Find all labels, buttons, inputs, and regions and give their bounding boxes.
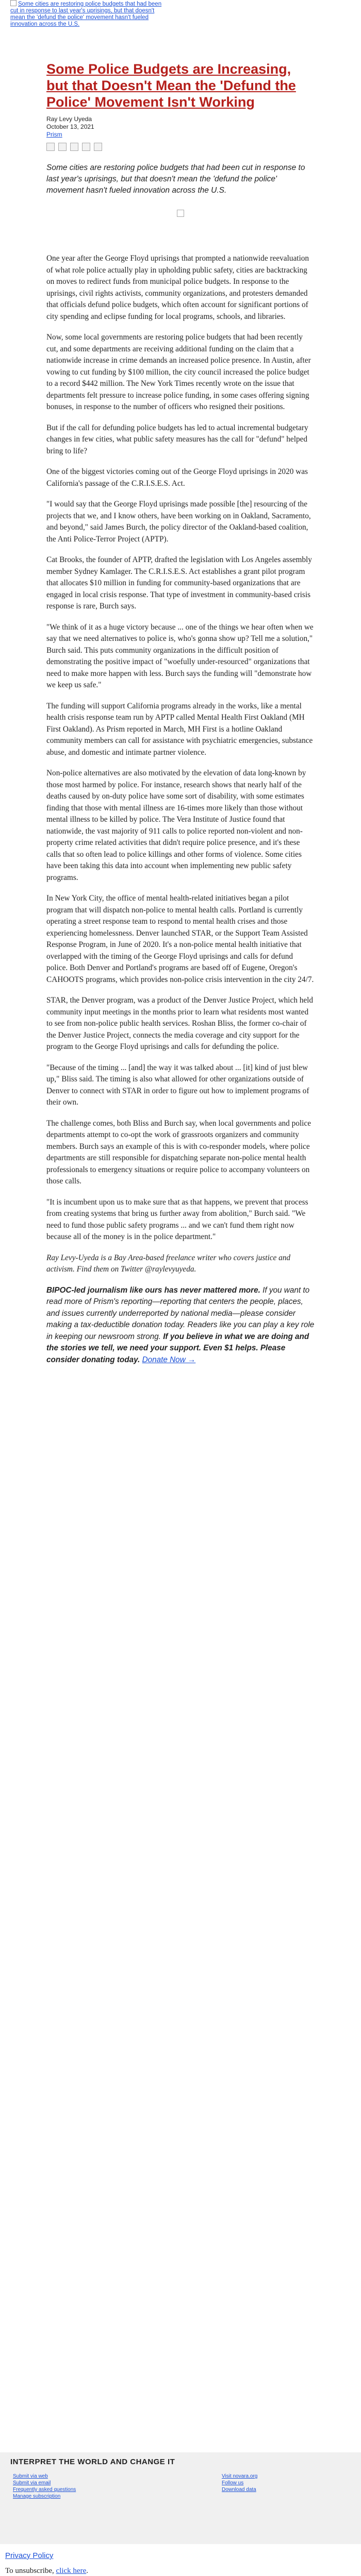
- footer-link[interactable]: Visit novara.org: [222, 2473, 258, 2479]
- appeal-lead: BIPOC-led journalism like ours has never mattered more.: [46, 1285, 260, 1295]
- paragraph: The funding will support California programs already in the works, like a mental health crisis response team run by APTP called Mental Health First Oakland (MH First Oakland). As Prism reported in March, MH First is a hotline Oakland community members can call for assistance with psychiatric emergencies, substance abuse, and domestic and intimate partner violence.: [46, 701, 313, 757]
- paragraph: One year after the George Floyd uprisings that prompted a nationwide reevaluation of what role police actually play in upholding public safety, cities are backtracking on moves to redirect funds from municipal police budgets. In response to the uprisings, civil rights activists, community organizations, and protesters demanded that officials defund police budgets, which often account for significant portions of city spending and eclipse funding for local programs, schools, and libraries.: [46, 254, 309, 321]
- paragraph: STAR, the Denver program, was a product of the Denver Justice Project, which held community input meetings in the months prior to learn what residents most wanted to see from non-police public health services. Roshan Bliss, the former co-chair of the Denver Justice Project, connects the media coverage and city support for the program to the George Floyd uprisings and calls for defunding the police.: [46, 996, 314, 1051]
- footer-col-1: [13, 2473, 76, 2500]
- date: October 13, 2021: [46, 123, 94, 130]
- privacy-policy: [5, 2551, 53, 2560]
- paragraph: Non-police alternatives are also motivated by the elevation of data long-known by those most harmed by police. For instance, research shows that nearly half of the deaths caused by on-duty police have some sort of disability, with some estimates finding that those with mental illness are 16-times more likely than those without mental illness to be killed by police. The Vera Institute of Justice found that nationwide, the vast majority of 911 calls to police reported non-violent and non-property crime related activities that didn't require police presence, and it's these calls that so often lead to police killings and other forms of violence. Some cities have been taking this data into account when implementing new public safety programs.: [46, 769, 306, 882]
- paragraph: But if the call for defunding police budgets has led to actual incremental budgetary changes in few cities, what public safety measures has the call for "defund" helped bring to life?: [46, 423, 308, 455]
- author: Ray Levy Uyeda: [46, 115, 92, 123]
- linkedin-icon[interactable]: [70, 143, 78, 151]
- footer-col-2: [222, 2473, 257, 2493]
- broken-image-icon: [10, 0, 17, 6]
- footer-link[interactable]: Frequently asked questions: [13, 2487, 76, 2493]
- footer-link[interactable]: Download data: [222, 2487, 256, 2493]
- header-image-alt[interactable]: [10, 0, 170, 28]
- paragraph: In New York City, the office of mental health-related initiatives began a pilot program that will dispatch non-police to mental health calls. Portland is currently operating a street response team to respond to mental health crises and those experiencing homelessness. Denver launched STAR, or the Support Team Assisted Response Program, in June of 2020. It's a non-police mental health initiative that overlapped with the timing of the George Floyd uprisings and calls for defund police. Both Denver and Portland's programs are based off of Eugene, Oregon's CAHOOTS programs, which provides non-police crisis intervention in the city 24/7.: [46, 894, 314, 984]
- source-link[interactable]: Prism: [46, 131, 62, 138]
- article-meta: [46, 115, 315, 139]
- reddit-icon[interactable]: [94, 143, 102, 151]
- paragraph: Cat Brooks, the founder of APTP, drafted the legislation with Los Angeles assembly member Sydney Kamlager. The C.R.I.S.E.S. Act establishes a grant pilot program that allocates $10 million in funding for community-based organizations that are engaged in local crisis response. That type of investment in community-based crisis response is rare, Burch says.: [46, 555, 312, 611]
- appeal-bold: If you believe in what we are doing and the stories we tell, we need your support. Even $1 helps. Please consider donating today.: [46, 1332, 309, 1364]
- article-body: [46, 253, 315, 1366]
- footer-link[interactable]: Follow us: [222, 2480, 244, 2486]
- footer-link[interactable]: Submit via email: [13, 2480, 51, 2486]
- article: [46, 61, 315, 1375]
- paragraph: One of the biggest victories coming out of the George Floyd uprisings in 2020 was California's passage of the C.R.I.S.E.S. Act.: [46, 467, 308, 488]
- donate-link[interactable]: Donate Now →: [142, 1355, 196, 1364]
- footer-link[interactable]: Manage subscription: [13, 2494, 61, 2499]
- unsubscribe-text: To unsubscribe,: [5, 2567, 56, 2575]
- twitter-icon[interactable]: [58, 143, 67, 151]
- broken-image-icon: [177, 210, 184, 217]
- unsubscribe-link[interactable]: click here: [56, 2567, 87, 2575]
- footer: [0, 2452, 361, 2544]
- paragraph: "We think of it as a huge victory because ... one of the things we hear often when we say that we need alternatives to police is, who's gonna show up? Tell me a solution," Burch said. This puts community organizations in the difficult position of demonstrating the positive impact of "woefully under-resourced" organizations that need to make more happen with less. Burch says the funding will "demonstrate how we keep us safe.": [46, 622, 314, 689]
- footer-heading: INTERPRET THE WORLD AND CHANGE IT: [10, 2458, 175, 2466]
- paragraph: "Because of the timing ... [and] the way it was talked about ... [it] kind of just blew up," Bliss said. The timing is also what allowed for other organizations outside of Denver to connect with STAR in order to figure out how to implement programs of their own.: [46, 1063, 309, 1107]
- paragraph: "It is incumbent upon us to make sure that as that happens, we prevent that process from creating systems that bring us further away from abolition," Burch said. "We need to fund those public safety programs ... and we can't fund them right now because all of the money is in the police department.": [46, 1197, 308, 1241]
- article-dek: Some cities are restoring police budgets that had been cut in response to last year's uprisings, but that doesn't mean the 'defund the police' movement hasn't fueled innovation across the U.S.: [46, 163, 305, 195]
- article-title-link[interactable]: Some Police Budgets are Increasing, but that Doesn't Mean the 'Defund the Police' Movement Isn't Working: [46, 61, 296, 110]
- header-image-link[interactable]: Some cities are restoring police budgets that had been cut in response to last year's uprisings, but that doesn't mean the 'defund the police' movement hasn't fueled innovation across the U.S.: [10, 1, 162, 27]
- email-icon[interactable]: [82, 143, 90, 151]
- unsubscribe: To unsubscribe, click here.: [5, 2567, 88, 2575]
- paragraph: "I would say that the George Floyd uprisings made possible [the] resourcing of the projects that we, and I know others, have been working on in Oakland, Sacramento, and beyond," said James Burch, the policy director of the Oakland-based coalition, the Anti Police-Terror Project (APTP).: [46, 500, 311, 544]
- footer-link[interactable]: Submit via web: [13, 2473, 48, 2479]
- author-bio: Ray Levy-Uyeda is a Bay Area-based freelance writer who covers justice and activism. Find them on Twitter @raylevyuyeda.: [46, 1253, 291, 1274]
- share-icons: [46, 143, 315, 151]
- facebook-icon[interactable]: [46, 143, 55, 151]
- paragraph: Now, some local governments are restoring police budgets that had been recently cut, and some departments are receiving additional funding on the claim that a nationwide increase in crime demands an increased police presence. In Austin, after vowing to cut funding by $100 million, the city council increased the police budget to a record $442 million. The New York Times recently wrote on the issue that departments felt pressure to increase police funding, in some cases offering signing bonuses, in response to the number of officers who resigned their positions.: [46, 333, 311, 411]
- paragraph: The challenge comes, both Bliss and Burch say, when local governments and police departments attempt to co-opt the work of grassroots organizers and community members. Burch says an example of this is with co-responder models, where police departments are still responsible for dispatching separate non-police mental health professionals to emergency situations or require police to accompany volunteers on those calls.: [46, 1118, 311, 1185]
- donation-appeal: [46, 1285, 315, 1366]
- appeal-body: If you want to read more of Prism's reporting—reporting that centers the people, places, and issues currently underreported by national media—please consider making a tax-deductible donation today. Readers like you can play a key role in keeping our newsroom strong.: [46, 1285, 315, 1341]
- article-title[interactable]: [46, 61, 315, 110]
- privacy-link[interactable]: Privacy Policy: [5, 2551, 54, 2560]
